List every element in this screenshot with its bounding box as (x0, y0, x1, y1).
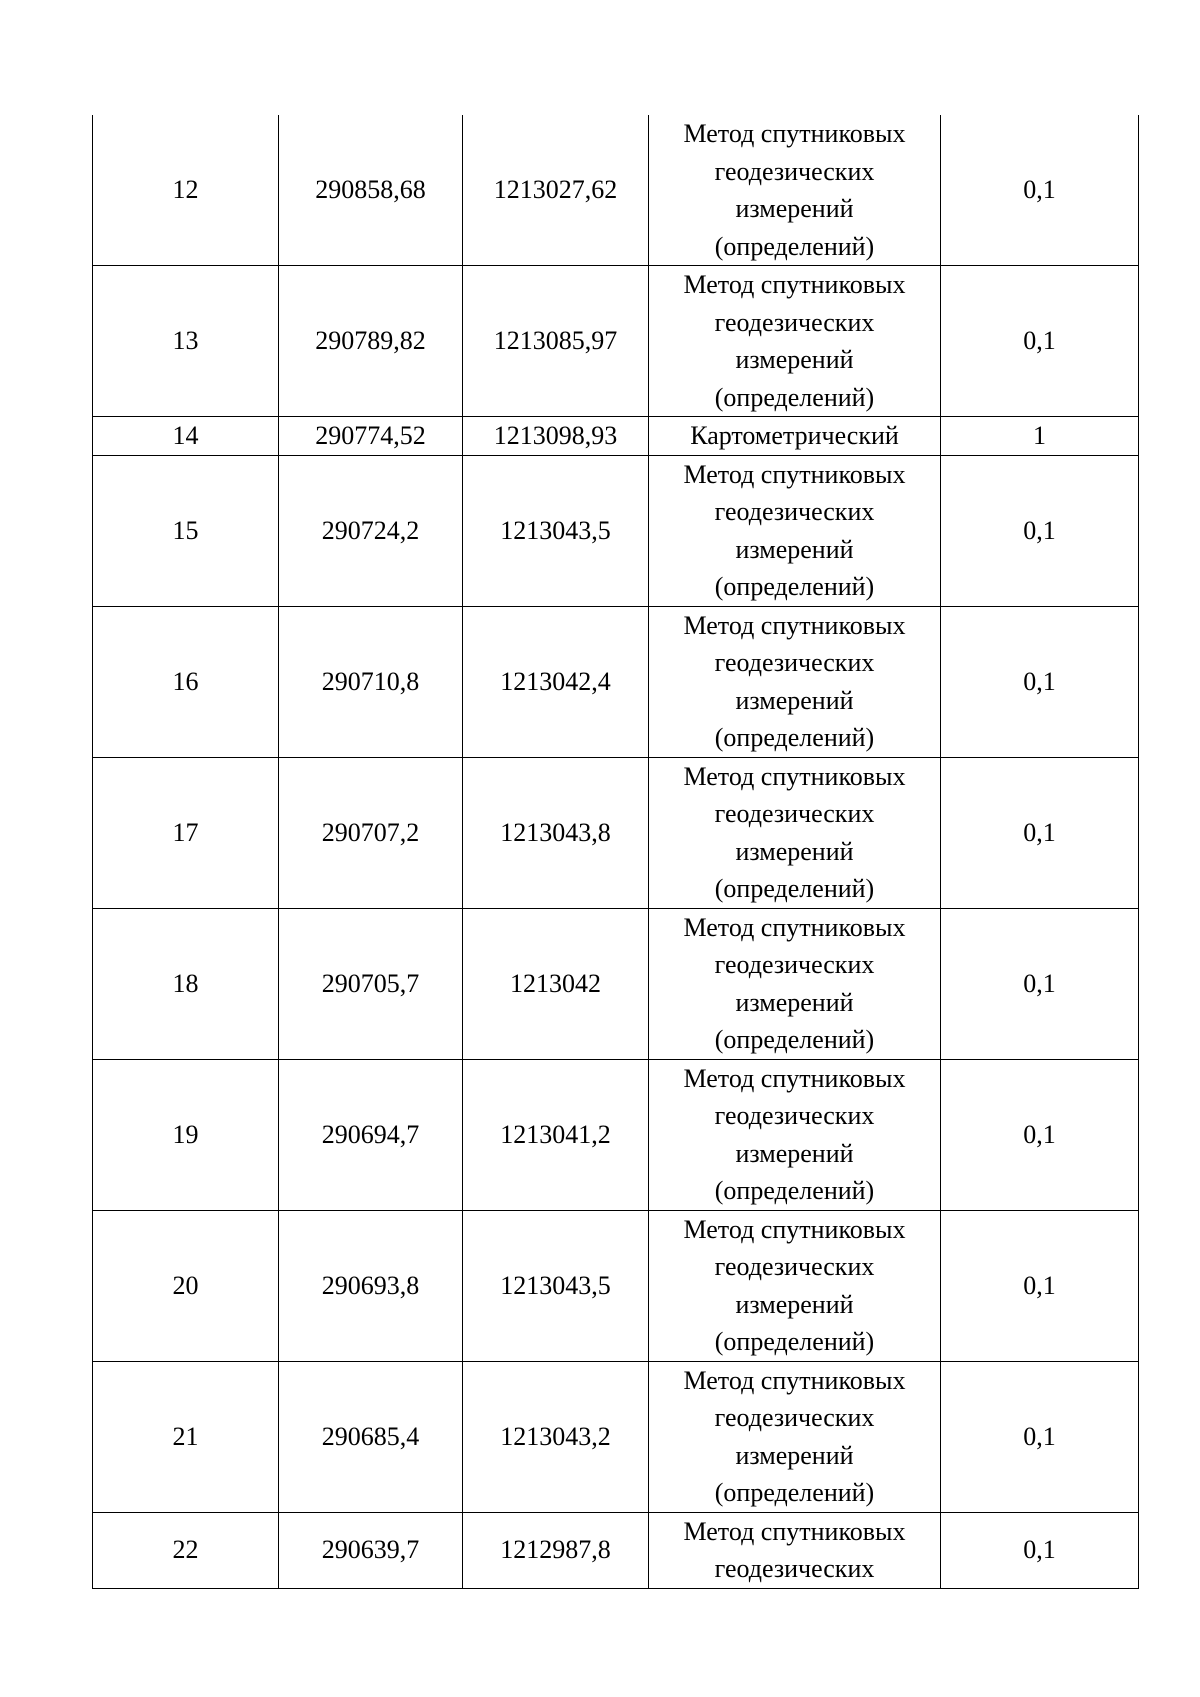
table-row (93, 606, 1139, 757)
method-line: (определений) (714, 382, 875, 412)
method-line: геодезических (714, 156, 875, 186)
method-line: Метод спутниковых (683, 610, 906, 640)
method-line: геодезических (714, 799, 875, 828)
table-row (93, 115, 1139, 266)
coord-y-cell: 1213043,2 (463, 1361, 649, 1512)
point-number-cell: 16 (93, 606, 279, 757)
accuracy-cell: 0,1 (941, 266, 1139, 417)
accuracy-cell: 0,1 (941, 455, 1139, 606)
method-cell (649, 1059, 941, 1210)
accuracy-cell: 0,1 (941, 757, 1139, 908)
accuracy-cell: 0,1 (941, 1210, 1139, 1361)
table-row (93, 1059, 1139, 1210)
method-line: (определений) (714, 1025, 875, 1054)
point-number-cell: 21 (93, 1361, 279, 1512)
method-cell (649, 757, 941, 908)
method-line: Метод спутниковых (683, 1365, 906, 1395)
method-line: геодезических (714, 1554, 875, 1583)
method-line: геодезических (714, 307, 875, 337)
method-line: Метод спутниковых (683, 459, 906, 489)
method-line: измерений (735, 1289, 854, 1319)
coord-x-cell: 290693,8 (279, 1210, 463, 1361)
method-line: Картометрический (690, 421, 899, 450)
coord-x-cell: 290774,52 (279, 417, 463, 456)
method-line: геодезических (714, 497, 875, 526)
method-cell (649, 417, 941, 456)
method-line: (определений) (714, 723, 875, 752)
point-number-cell: 15 (93, 455, 279, 606)
method-line: измерений (735, 345, 854, 374)
table-row (93, 266, 1139, 417)
method-line: измерений (735, 987, 854, 1017)
method-cell (649, 115, 941, 266)
table-row (93, 1512, 1139, 1588)
method-line: Метод спутниковых (683, 270, 906, 299)
method-cell (649, 266, 941, 417)
method-line: Метод спутниковых (683, 1214, 906, 1244)
method-line: Метод спутниковых (683, 1516, 906, 1546)
point-number-cell: 20 (93, 1210, 279, 1361)
point-number-cell: 18 (93, 908, 279, 1059)
coord-x-cell: 290707,2 (279, 757, 463, 908)
accuracy-cell: 0,1 (941, 1512, 1139, 1588)
table-row (93, 417, 1139, 456)
table-row (93, 1210, 1139, 1361)
accuracy-cell: 0,1 (941, 1361, 1139, 1512)
method-line: геодезических (714, 648, 875, 677)
coord-y-cell: 1213042 (463, 908, 649, 1059)
coord-y-cell: 1213027,62 (463, 115, 649, 266)
method-line: измерений (735, 836, 854, 866)
table-row (93, 1361, 1139, 1512)
method-line: (определений) (714, 1176, 875, 1205)
accuracy-cell: 0,1 (941, 606, 1139, 757)
coord-x-cell: 290710,8 (279, 606, 463, 757)
coord-y-cell: 1213098,93 (463, 417, 649, 456)
coord-y-cell: 1213041,2 (463, 1059, 649, 1210)
coord-x-cell: 290694,7 (279, 1059, 463, 1210)
method-line: измерений (735, 685, 854, 715)
coord-x-cell: 290724,2 (279, 455, 463, 606)
point-number-cell: 19 (93, 1059, 279, 1210)
coord-y-cell: 1213042,4 (463, 606, 649, 757)
method-line: измерений (735, 1138, 854, 1168)
table-row (93, 908, 1139, 1059)
coord-y-cell: 1213043,8 (463, 757, 649, 908)
method-line: измерений (735, 534, 854, 564)
method-cell (649, 1361, 941, 1512)
coord-y-cell: 1212987,8 (463, 1512, 649, 1588)
method-line: измерений (735, 1440, 854, 1470)
method-cell (649, 455, 941, 606)
point-number-cell: 13 (93, 266, 279, 417)
method-line: Метод спутниковых (683, 912, 906, 942)
accuracy-cell: 1 (941, 417, 1139, 456)
method-line: геодезических (714, 950, 875, 979)
method-line: (определений) (714, 1327, 875, 1356)
coord-y-cell: 1213085,97 (463, 266, 649, 417)
table-row (93, 757, 1139, 908)
accuracy-cell: 0,1 (941, 908, 1139, 1059)
method-line: Метод спутниковых (683, 119, 906, 148)
method-line: (определений) (714, 874, 875, 903)
coord-x-cell: 290858,68 (279, 115, 463, 266)
method-line: геодезических (714, 1403, 875, 1432)
accuracy-cell: 0,1 (941, 1059, 1139, 1210)
table-row (93, 455, 1139, 606)
coord-x-cell: 290685,4 (279, 1361, 463, 1512)
method-cell (649, 908, 941, 1059)
method-cell (649, 1210, 941, 1361)
method-line: Метод спутниковых (683, 1063, 906, 1093)
method-line: (определений) (714, 1478, 875, 1507)
method-line: Метод спутниковых (683, 761, 906, 791)
method-line: (определений) (714, 572, 875, 601)
point-number-cell: 17 (93, 757, 279, 908)
method-cell (649, 606, 941, 757)
point-number-cell: 14 (93, 417, 279, 456)
method-line: геодезических (714, 1252, 875, 1281)
method-line: (определений) (714, 231, 875, 261)
point-number-cell: 12 (93, 115, 279, 266)
coordinates-table (92, 115, 1139, 1589)
method-line: геодезических (714, 1101, 875, 1130)
coord-x-cell: 290705,7 (279, 908, 463, 1059)
method-line: измерений (735, 194, 854, 223)
coord-x-cell: 290789,82 (279, 266, 463, 417)
method-cell (649, 1512, 941, 1588)
accuracy-cell: 0,1 (941, 115, 1139, 266)
point-number-cell: 22 (93, 1512, 279, 1588)
coord-x-cell: 290639,7 (279, 1512, 463, 1588)
coord-y-cell: 1213043,5 (463, 455, 649, 606)
coord-y-cell: 1213043,5 (463, 1210, 649, 1361)
